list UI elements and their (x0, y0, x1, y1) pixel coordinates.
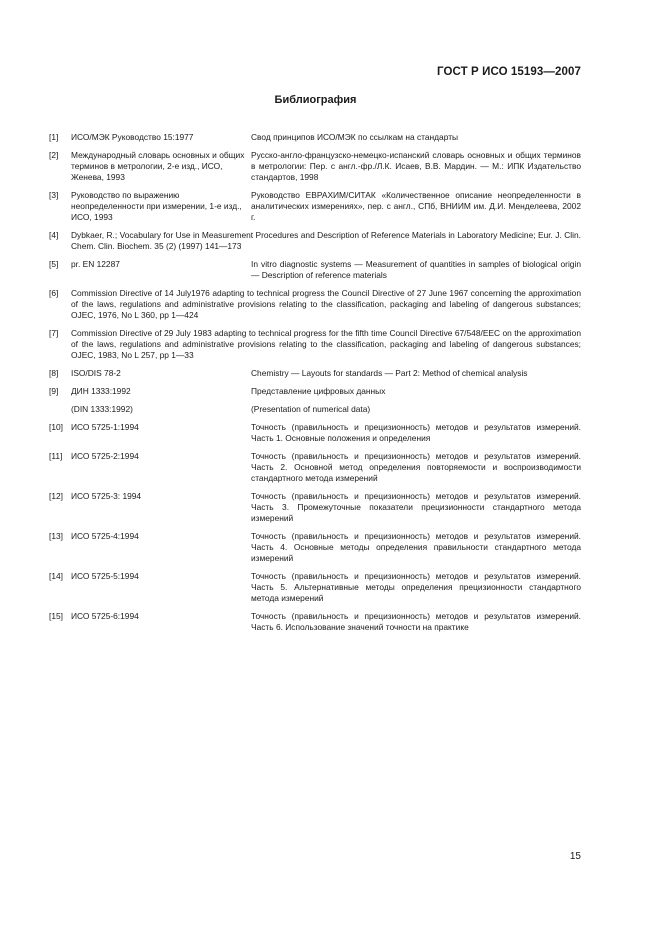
reference-item (49, 368, 581, 379)
reference-translation: In vitro diagnostic systems — Measurement of quantities in samples of biological origin — Description of reference materials (251, 259, 581, 280)
reference-item (49, 491, 581, 524)
title-text: Библиография (274, 94, 357, 106)
reference-source: ИСО 5725-1:1994 (71, 422, 139, 432)
reference-source: Международный словарь основных и общих терминов в метрологии, 2-е изд., ИСО, Женева, 1993 (71, 150, 245, 182)
reference-item (49, 531, 581, 564)
reference-translation: Руководство ЕВРАХИМ/СИТАК «Количественное описание неопределенности в аналитических измерениях», пер. с англ., СПб, ВНИИМ им. Д.И. Менделеева, 2002 г. (251, 190, 581, 222)
reference-source: ИСО 5725-2:1994 (71, 451, 139, 461)
reference-item (49, 571, 581, 604)
reference-source: ИСО 5725-5:1994 (71, 571, 139, 581)
reference-source: ISO/DIS 78-2 (71, 368, 121, 378)
reference-translation: Точность (правильность и прецизионность) методов и результатов измерений. Часть 5. Альтернативные методы определения прецизионности стандартного метода измерений (251, 571, 581, 603)
page-title (0, 94, 661, 106)
reference-text: Commission Directive of 29 July 1983 adapting to technical progress for the fifth time Council Directive 67/548/EEC on the approximation of the laws, regulations and administrative provisions relating to the classification, packaging and labeling of dangerous substances; OJEC, 1983, No L 257, pp 1—33 (71, 328, 581, 360)
reference-number: [9] (49, 386, 59, 396)
reference-translation: Свод принципов ИСО/МЭК по ссылкам на стандарты (251, 132, 459, 142)
reference-list (49, 132, 581, 640)
reference-item (49, 288, 581, 321)
reference-number: [10] (49, 422, 63, 432)
reference-translation: Точность (правильность и прецизионность) методов и результатов измерений. Часть 2. Основной метод определения повторяемости и воспроизводимости стандартного метода измерений (251, 451, 581, 483)
reference-source: ДИН 1333:1992 (71, 386, 131, 396)
reference-number: [11] (49, 451, 63, 461)
reference-source: ИСО 5725-4:1994 (71, 531, 139, 541)
reference-number: [7] (49, 328, 59, 338)
document-code: ГОСТ Р ИСО 15193—2007 (436, 66, 581, 78)
reference-number: [6] (49, 288, 59, 298)
reference-source: pr. EN 12287 (71, 259, 120, 269)
reference-translation: Точность (правильность и прецизионность) методов и результатов измерений. Часть 3. Промежуточные показатели прецизионности стандартного метода измерений (251, 491, 581, 523)
reference-item (49, 150, 581, 183)
reference-translation-original: (Presentation of numerical data) (251, 404, 371, 414)
reference-source: Руководство по выражению неопределенности при измерении, 1-е изд., ИСО, 1993 (71, 190, 242, 222)
reference-text: Dybkaer, R.; Vocabulary for Use in Measurement Procedures and Description of Reference Materials in Laboratory Medicine; Eur. J. Clin. Chem. Clin. Biochem. 35 (2) (1997) 141—173 (71, 230, 581, 251)
reference-number: [1] (49, 132, 59, 142)
reference-item (49, 328, 581, 361)
reference-item (49, 422, 581, 444)
reference-text: Commission Directive of 14 July1976 adapting to technical progress the Council Directive of 27 June 1967 concerning the approximation of the laws, regulations and administrative provisions relating to the classification, packaging and labeling of dangerous substances; OJEC, 1976, No L 360, pp 1—424 (71, 288, 581, 320)
reference-item (49, 259, 581, 281)
reference-translation: Точность (правильность и прецизионность) методов и результатов измерений. Часть 6. Использование значений точности на практике (251, 611, 581, 632)
reference-number: [4] (49, 230, 59, 240)
reference-item (49, 132, 581, 143)
reference-number: [8] (49, 368, 59, 378)
reference-number: [15] (49, 611, 63, 621)
reference-translation: Chemistry — Layouts for standards — Part 2: Method of chemical analysis (251, 368, 528, 378)
reference-number: [2] (49, 150, 59, 160)
reference-item (49, 230, 581, 252)
reference-source: ИСО 5725-3: 1994 (71, 491, 142, 501)
reference-source-original: (DIN 1333:1992) (71, 404, 133, 414)
page-number: 15 (569, 851, 581, 862)
reference-number: [3] (49, 190, 59, 200)
reference-translation: Точность (правильность и прецизионность) методов и результатов измерений. Часть 4. Основные методы определения правильности стандартного метода измерений (251, 531, 581, 563)
reference-number: [12] (49, 491, 63, 501)
reference-item (49, 190, 581, 223)
reference-translation: Русско-англо-французско-немецко-испанский словарь основных и общих терминов в метрологии: Пер. с англ.-фр./Л.К. Исаев, В.В. Мардин. — М.: ИПК Издательство стандартов, 1998 (251, 150, 581, 182)
reference-item (49, 451, 581, 484)
reference-number: [14] (49, 571, 63, 581)
reference-item (49, 611, 581, 633)
reference-item (49, 386, 581, 415)
reference-number: [5] (49, 259, 59, 269)
reference-source: ИСО/МЭК Руководство 15:1977 (71, 132, 194, 142)
reference-number: [13] (49, 531, 63, 541)
reference-translation: Представление цифровых данных (251, 386, 386, 396)
reference-source: ИСО 5725-6:1994 (71, 611, 139, 621)
reference-translation: Точность (правильность и прецизионность) методов и результатов измерений. Часть 1. Основные положения и определения (251, 422, 581, 443)
